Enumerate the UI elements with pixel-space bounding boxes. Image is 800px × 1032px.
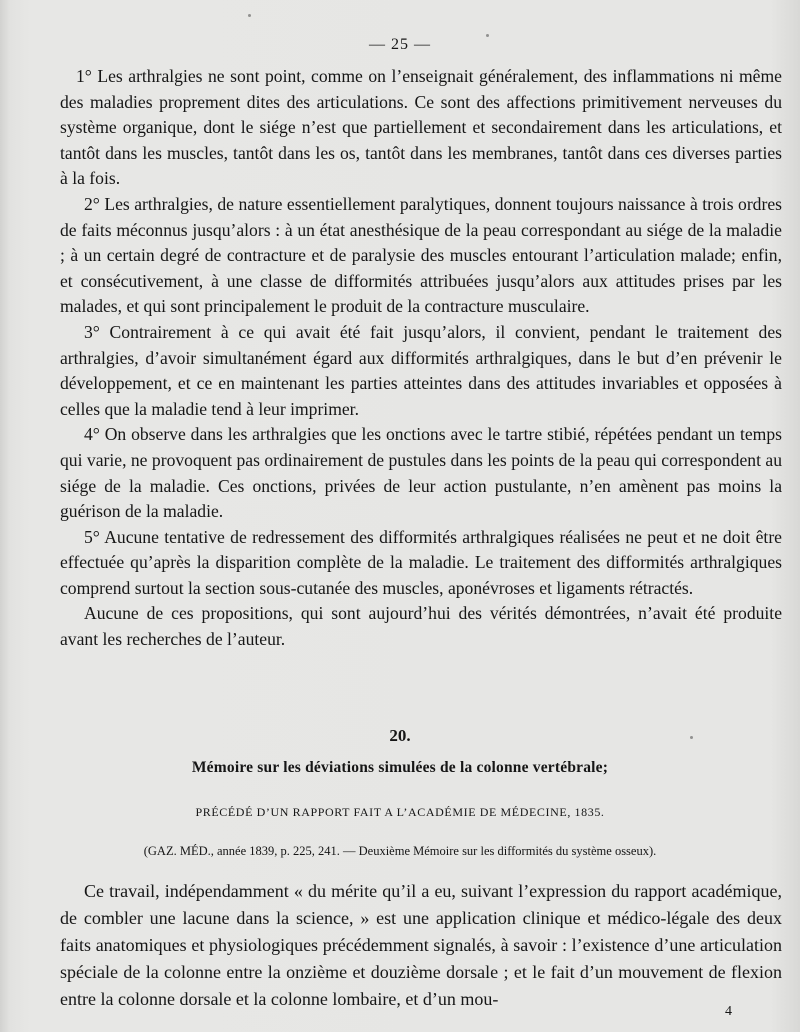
section-number: 20. (389, 726, 411, 745)
proposition-2: 2° Les arthralgies, de nature essentiellement paralytiques, donnent toujours naissance à trois ordres de faits méconnus jusqu’alors : à un état anesthésique de la peau correspondant au siége de la maladie ; à un certain degré de contracture et de paralysie des muscles entourant l’articulation malade; enfin, et consécutivement, à une classe de difformités attribuées jusqu’alors aux attitudes prises par les malades, et qui sont principalement le produit de la contracture musculaire. (60, 193, 782, 317)
closing-text (60, 878, 782, 1013)
proposition-5: 5° Aucune tentative de redressement des difformités arthralgiques réalisées ne peut et ne doit être effectuée qu’après la disparition complète de la maladie. Le traitement des difformités arthralgiques comprend surtout la section sous-cutanée des muscles, aponévroses et ligaments rétractés. (60, 526, 782, 598)
section-reference: (GAZ. MÉD., année 1839, p. 225, 241. — Deuxième Mémoire sur les difformités du système osseux). (143, 844, 657, 858)
page-number: — 25 — (369, 36, 431, 53)
ink-speck (248, 14, 251, 17)
summary-paragraph: Aucune de ces propositions, qui sont aujourd’hui des vérités démontrées, n’avait été produite avant les recherches de l’auteur. (60, 603, 782, 650)
proposition-4: 4° On observe dans les arthralgies que les onctions avec le tartre stibié, répétées pendant un temps qui varie, ne provoquent pas ordinairement de pustules dans les points de la peau qui correspondent au siége de la maladie. Ces onctions, privées de leur action pustulante, n’en amènent pas moins la guérison de la maladie. (60, 424, 782, 522)
section-title: Mémoire sur les déviations simulées de la colonne vertébrale; (191, 759, 609, 776)
proposition-1: 1° Les arthralgies ne sont point, comme on l’enseignait généralement, des inflammations ni même des maladies proprement dites des articulations. Ce sont des affections primitivement nerveuses du système organique, dont le siége n’est que partiellement et secondairement dans les articulations, et tantôt dans les muscles, tantôt dans les os, tantôt dans les membranes, tantôt dans ces diverses parties à la fois. (60, 66, 782, 189)
signature-mark: 4 (725, 1004, 732, 1019)
closing-paragraph: Ce travail, indépendamment « du mérite qu’il a eu, suivant l’expression du rapport académique, de combler une lacune dans la science, » est une application clinique et médico-légale des deux faits anatomiques et physiologiques précédemment signalés, à savoir : l’existence d’une articulation spéciale de la colonne entre la onzième et douzième dorsale ; et le fait d’un mouvement de flexion entre la colonne dorsale et la colonne lombaire, et d’un mou- (60, 881, 782, 1009)
main-text (60, 64, 782, 653)
proposition-3: 3° Contrairement à ce qui avait été fait jusqu’alors, il convient, pendant le traitement des arthralgies, d’avoir simultanément égard aux difformités arthralgiques, dans le but d’en prévenir le développement, et ce en maintenant les parties atteintes dans des attitudes invariables et opposées à celles que la maladie tend à leur imprimer. (60, 321, 782, 419)
section-subtitle: PRÉCÉDÉ D’UN RAPPORT FAIT A L’ACADÉMIE DE MÉDECINE, 1835. (195, 805, 605, 819)
